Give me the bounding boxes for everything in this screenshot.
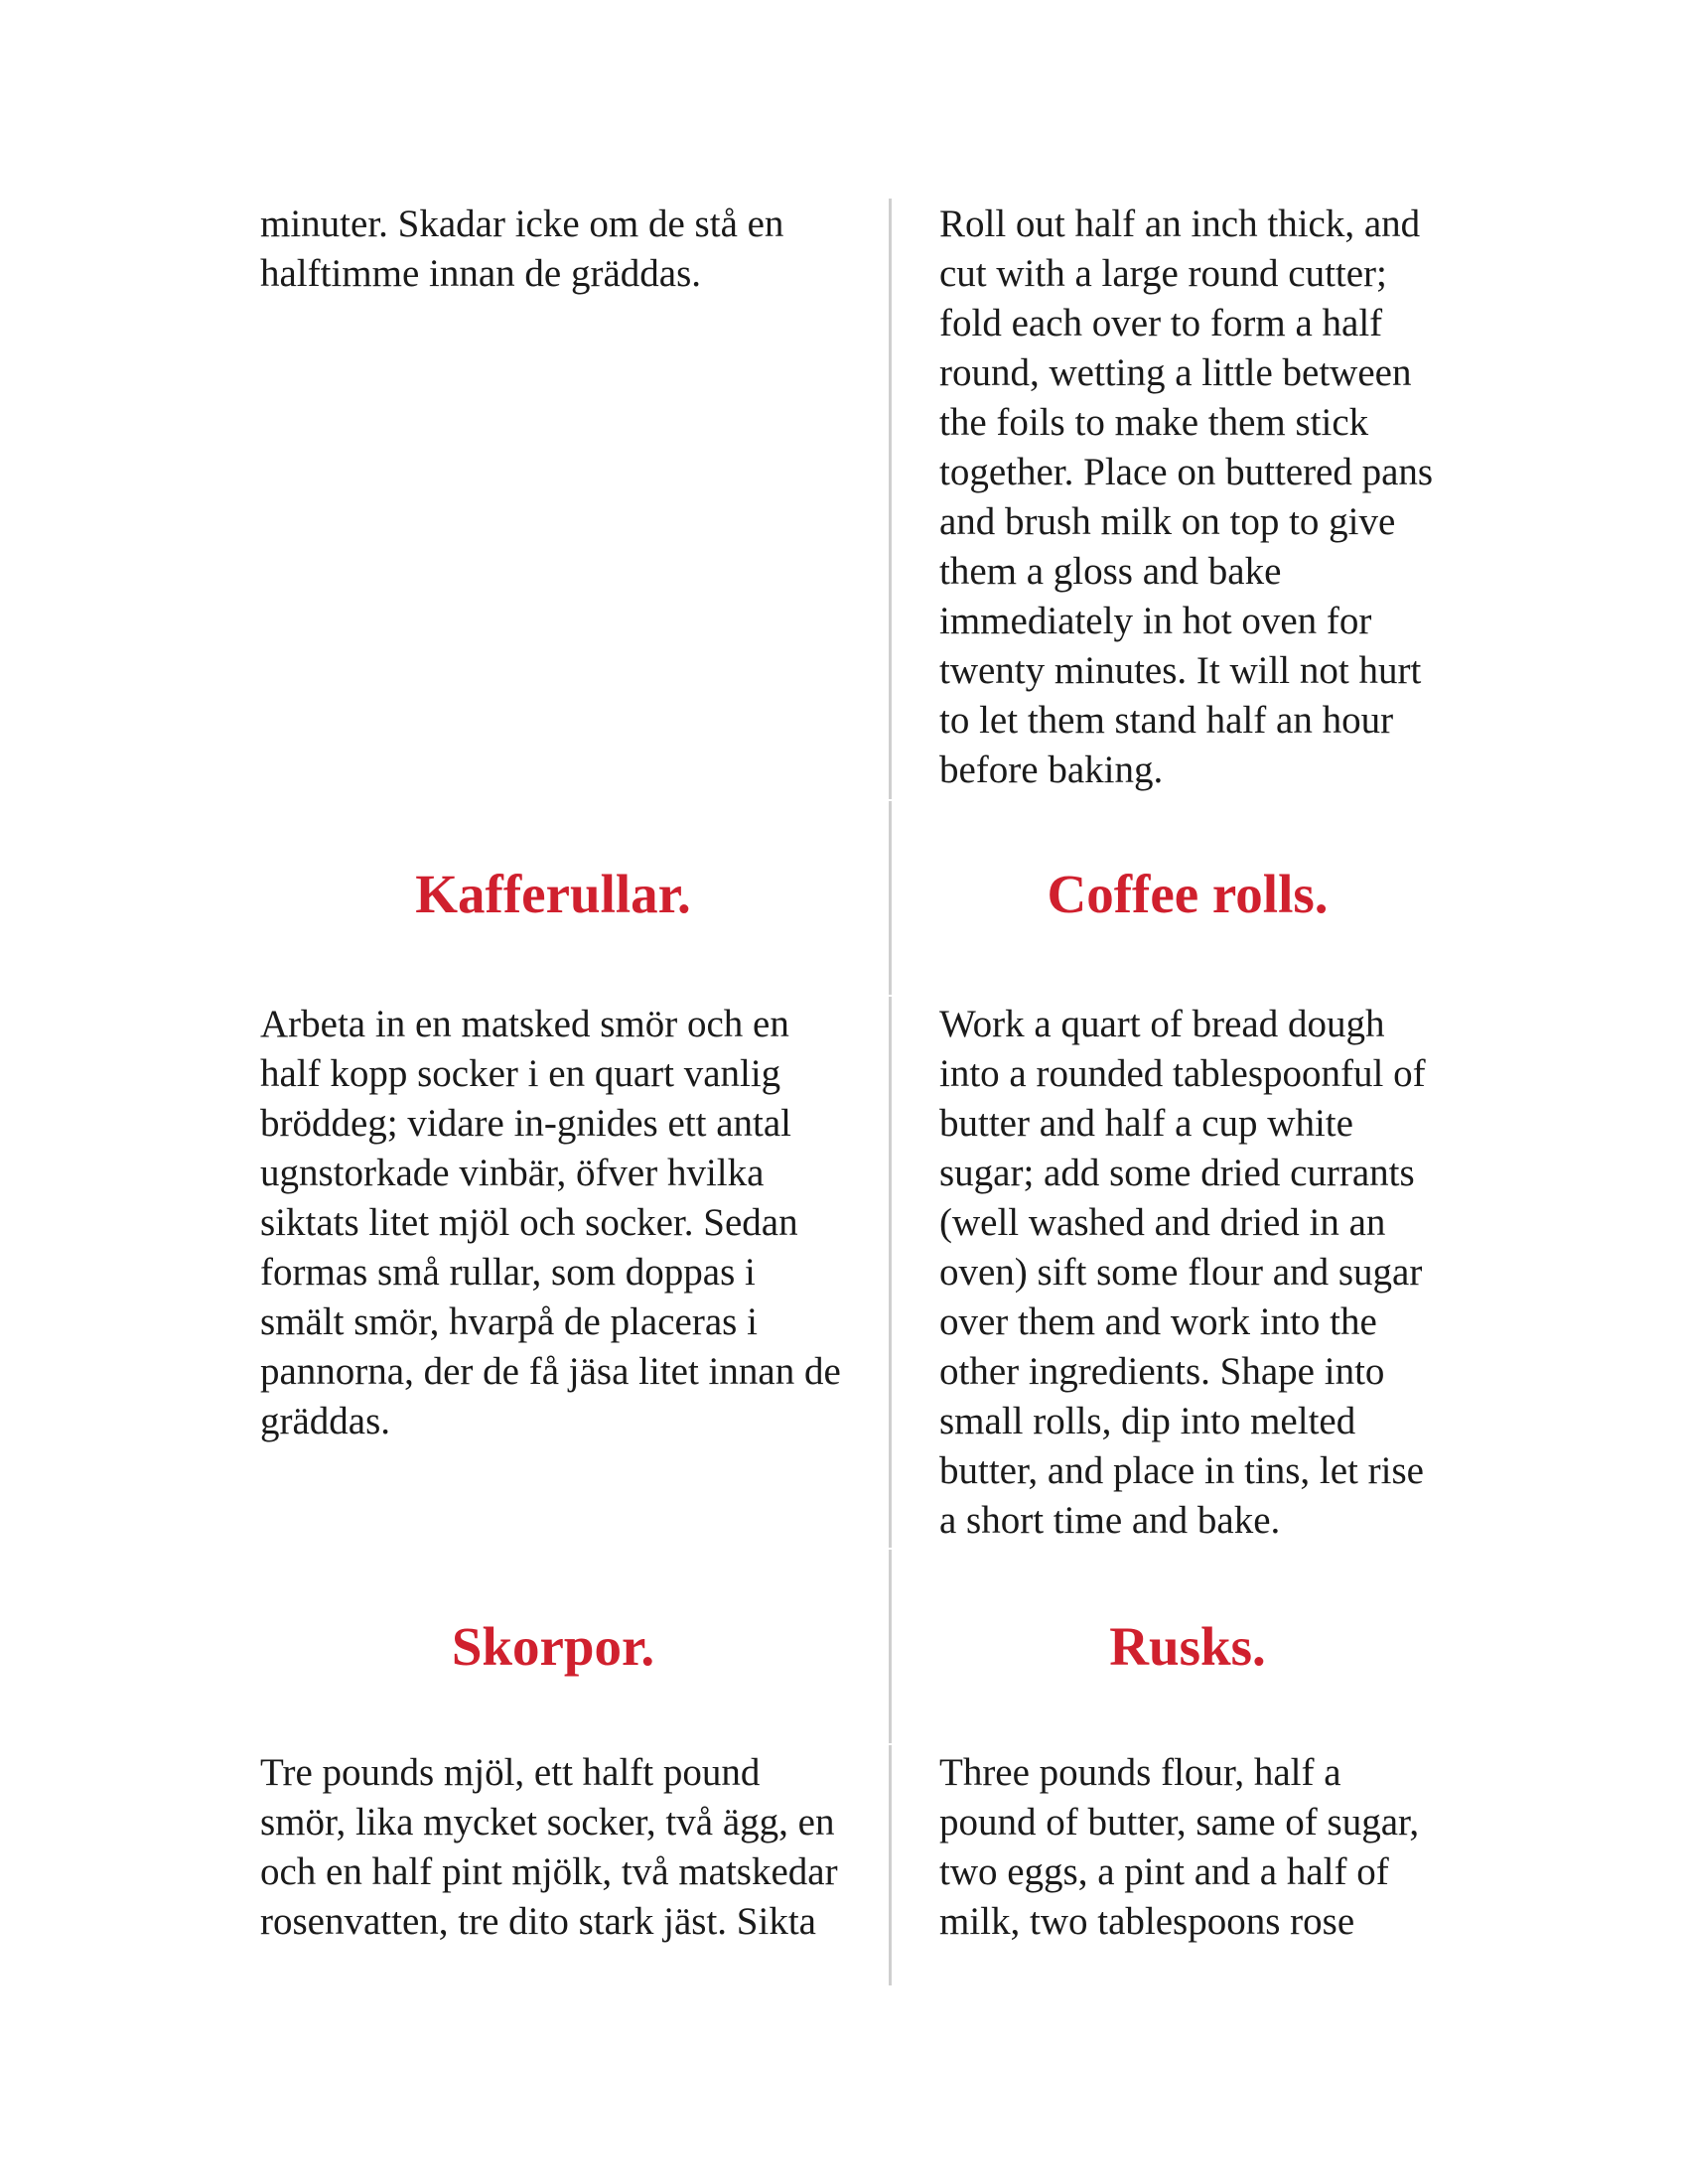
english-recipe-title: Coffee rolls. (1047, 864, 1329, 924)
column-divider (889, 801, 892, 995)
swedish-paragraph: Arbeta in en matsked smör och en half kopp socker i en quart vanlig bröddeg; vidare in-gnides ett antal ugnstorkade vinbär, öfver hvilka siktats litet mjöl och socker. Sedan formas små rullar, som doppas i smält smör, hvarpå de placeras i pannorna, der de få jäsa litet innan de gräddas. (260, 1003, 841, 1442)
swedish-paragraph: minuter. Skadar icke om de stå en halftimme innan de gräddas. (260, 203, 784, 295)
swedish-recipe-title: Kafferullar. (415, 864, 691, 924)
english-recipe-title: Rusks. (1109, 1616, 1266, 1677)
english-paragraph: Roll out half an inch thick, and cut with a large round cutter; fold each over to form a half round, wetting a little between the foils to make them stick together. Place on buttered pans and brush milk on top to give them a gloss and bake immediately in hot oven for twenty minutes. It will not hurt to let them stand half an hour before baking. (939, 203, 1434, 791)
english-paragraph: Three pounds flour, half a pound of butter, same of sugar, two eggs, a pint and a half of milk, two tablespoons rose (939, 1751, 1420, 1943)
english-paragraph: Work a quart of bread dough into a rounded tablespoonful of butter and half a cup white sugar; add some dried currants (well washed and dried in an oven) sift some flour and sugar over them and work into the other ingredients. Shape into small rolls, dip into melted butter, and place in tins, let rise a short time and bake. (939, 1003, 1426, 1542)
swedish-recipe-title: Skorpor. (451, 1616, 655, 1677)
swedish-paragraph: Tre pounds mjöl, ett halft pound smör, lika mycket socker, två ägg, en och en half pint mjölk, två matskedar rosenvatten, tre dito stark jäst. Sikta (260, 1751, 838, 1943)
column-divider (889, 1550, 892, 1743)
